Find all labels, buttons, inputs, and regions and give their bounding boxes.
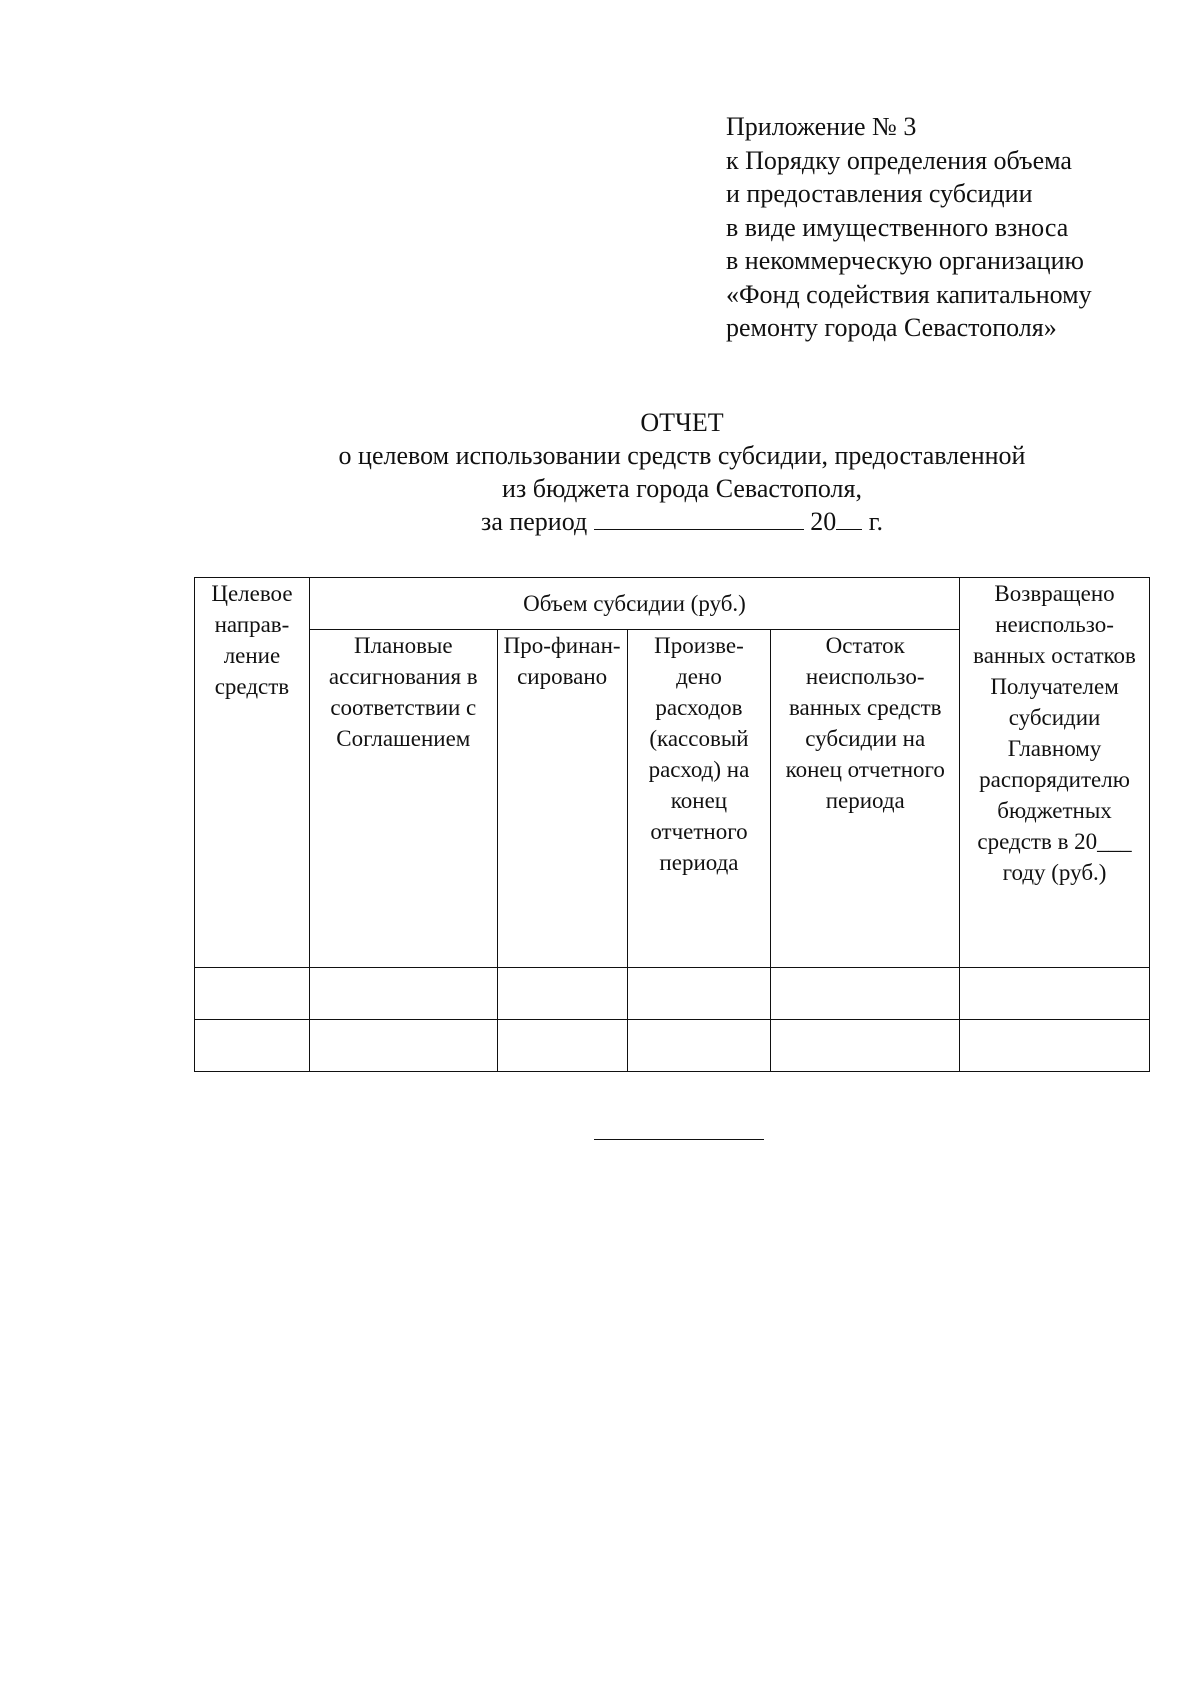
- report-period-line: [0, 505, 1200, 538]
- report-subtitle-line-1: о целевом использовании средств субсидии, предоставленной: [338, 441, 1026, 470]
- table-cell[interactable]: [309, 1020, 497, 1072]
- appendix-line: ремонту города Севастополя»: [726, 313, 1057, 342]
- header-returned: Возвращено неиспользо-ванных остатков Получателем субсидии Главному распорядителю бюджетных средств в 20___ году (руб.): [960, 578, 1150, 968]
- table-cell[interactable]: [960, 968, 1150, 1020]
- header-spent: Произве-дено расходов (кассовый расход) на конец отчетного периода: [627, 630, 771, 968]
- year-blank: [836, 507, 862, 530]
- table-cell[interactable]: [627, 1020, 771, 1072]
- table-cell[interactable]: [195, 1020, 310, 1072]
- header-remaining: Остаток неиспользо-ванных средств субсидии на конец отчетного периода: [771, 630, 960, 968]
- table-cell[interactable]: [497, 968, 627, 1020]
- appendix-line: к Порядку определения объема: [726, 145, 1072, 175]
- header-purpose: Целевое направ-ление средств: [195, 578, 310, 968]
- table-cell[interactable]: [771, 968, 960, 1020]
- year-prefix: 20: [810, 507, 837, 536]
- table-cell[interactable]: [309, 968, 497, 1020]
- appendix-line: в некоммерческую организацию: [726, 246, 1084, 275]
- appendix-block: [726, 110, 1092, 345]
- appendix-line: «Фонд содействия капитальному: [726, 279, 1092, 309]
- table-cell[interactable]: [627, 968, 771, 1020]
- header-financed: Про-финан-сировано: [497, 630, 627, 968]
- table-row: [195, 968, 1150, 1020]
- header-planned: Плановые ассигнования в соответствии с Соглашением: [309, 630, 497, 968]
- period-prefix: за период: [481, 507, 588, 536]
- period-blank: [594, 507, 804, 530]
- appendix-line: и предоставления субсидии: [726, 179, 1033, 208]
- closing-rule: [594, 1139, 764, 1140]
- table-cell[interactable]: [497, 1020, 627, 1072]
- table-cell[interactable]: [771, 1020, 960, 1072]
- report-title: ОТЧЕТ: [640, 408, 724, 437]
- appendix-line: Приложение № 3: [726, 112, 917, 141]
- header-volume: Объем субсидии (руб.): [309, 578, 959, 630]
- table-cell[interactable]: [195, 968, 310, 1020]
- year-suffix: г.: [868, 507, 883, 536]
- report-title-block: [0, 406, 1200, 538]
- table-cell[interactable]: [960, 1020, 1150, 1072]
- table-row: [195, 1020, 1150, 1072]
- report-table: [194, 577, 1150, 1072]
- appendix-line: в виде имущественного взноса: [726, 212, 1069, 242]
- report-subtitle-line-2: из бюджета города Севастополя,: [502, 474, 862, 503]
